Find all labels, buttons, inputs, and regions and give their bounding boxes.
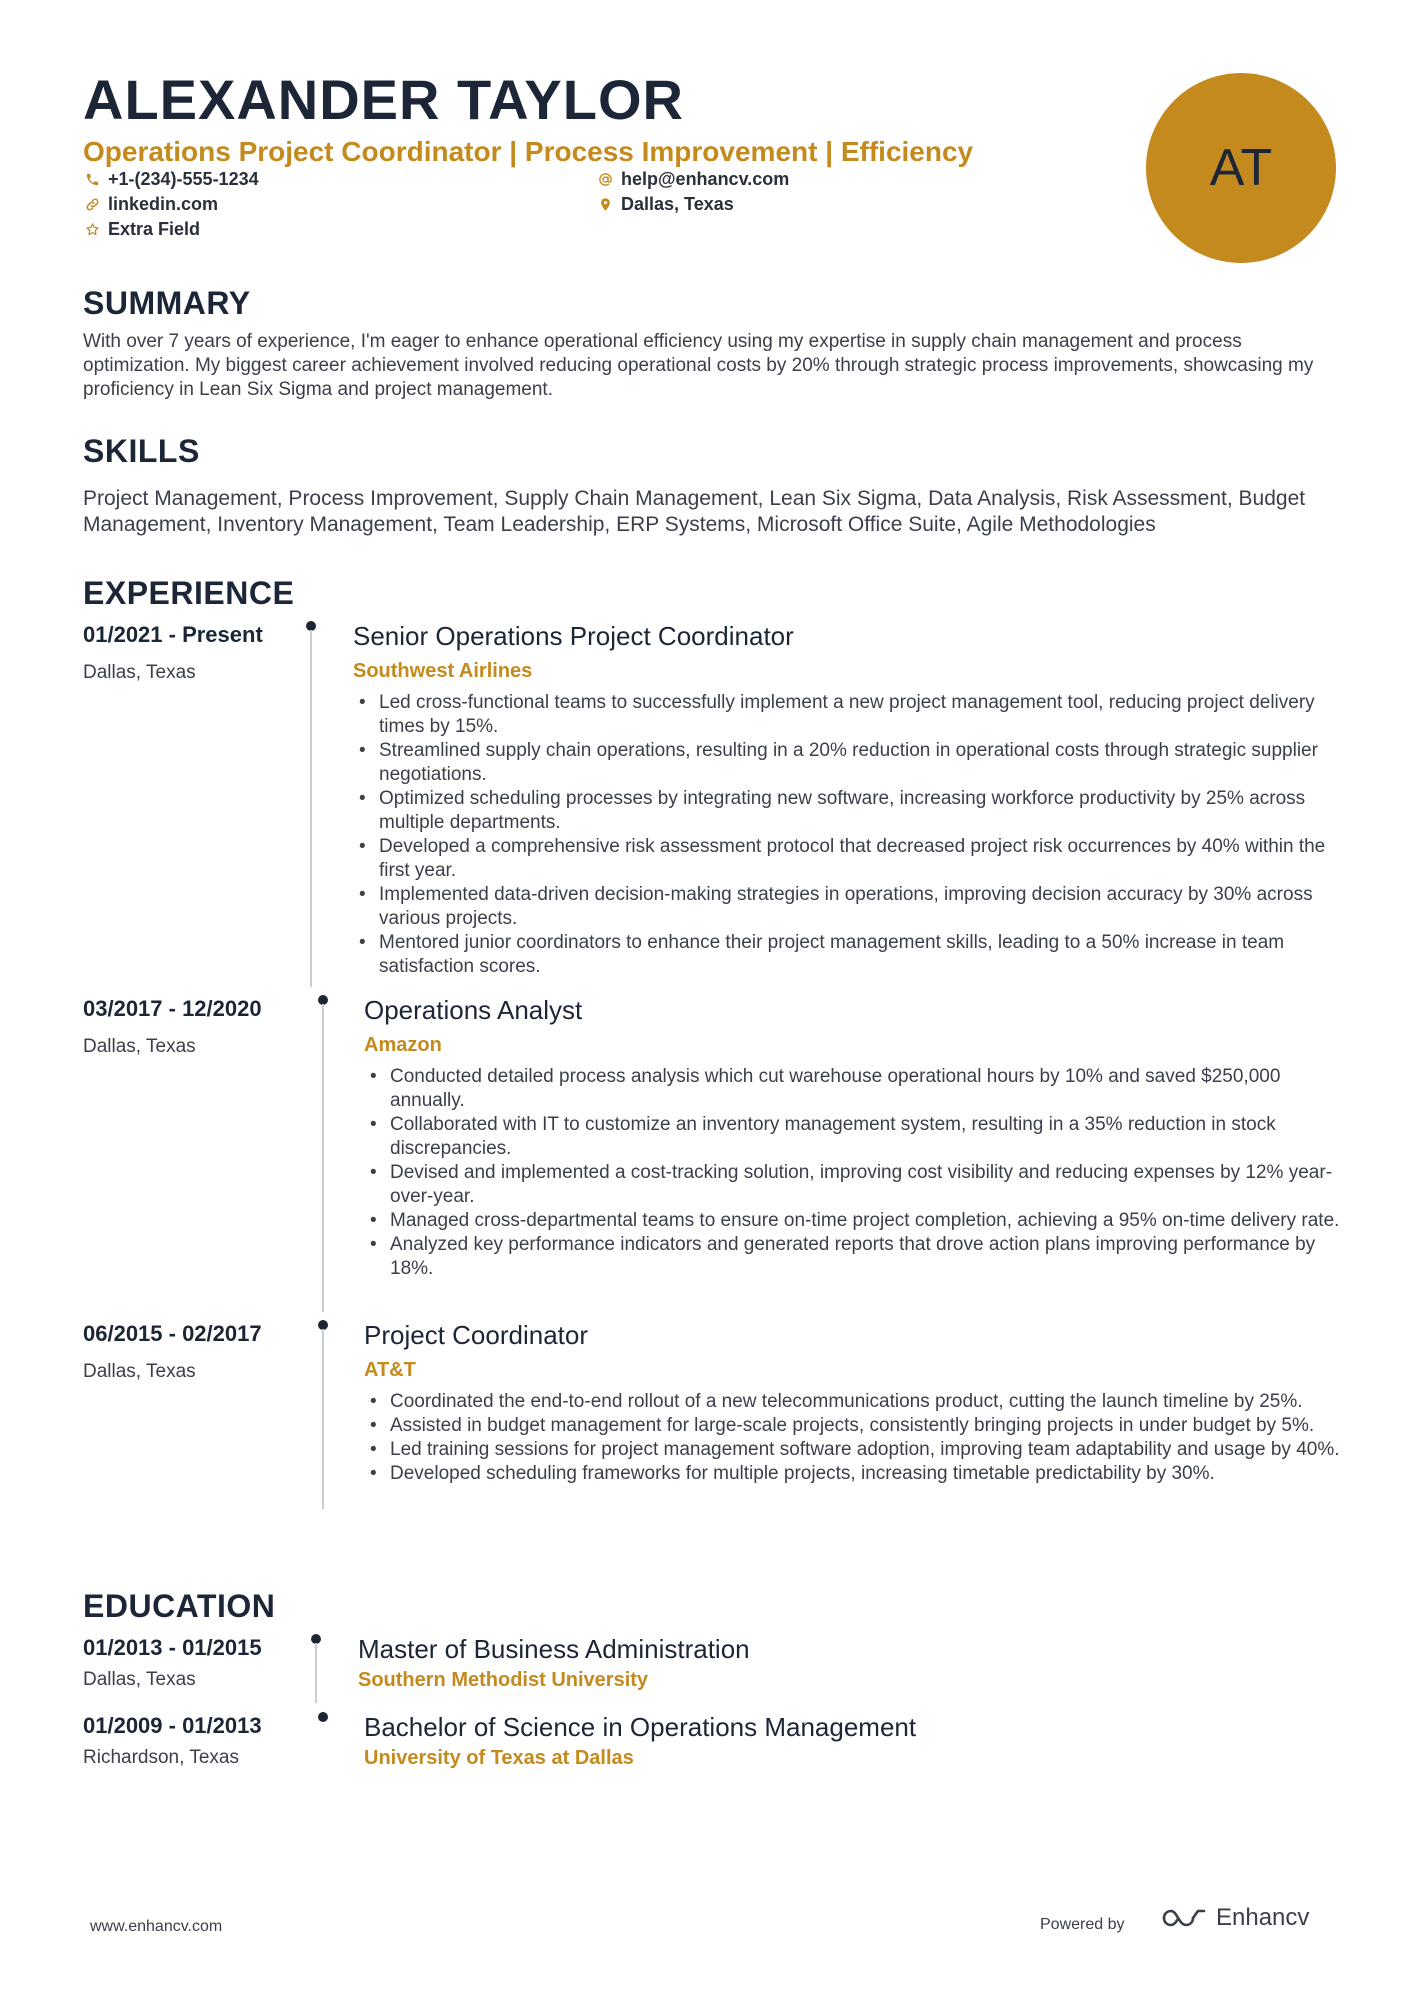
contact-location-text: Dallas, Texas [621, 194, 734, 214]
at-icon [596, 171, 614, 189]
contact-extra-text: Extra Field [108, 219, 201, 239]
contact-extra [83, 219, 200, 240]
education-location: Dallas, Texas [83, 1669, 196, 1690]
link-icon [83, 196, 101, 214]
phone-icon [83, 171, 101, 189]
summary-title: SUMMARY [83, 285, 251, 321]
timeline-line [322, 1329, 324, 1509]
list-item: • Assisted in budget management for large-scale projects, consistently bringing projects in under budget by 5%. [364, 1414, 1354, 1438]
education-dates: 01/2009 - 01/2013 [83, 1713, 262, 1738]
list-item: • Analyzed key performance indicators and generated reports that drove action plans improving performance by 18%. [364, 1233, 1354, 1281]
brand-name: Enhancv [1216, 1904, 1310, 1931]
list-item: • Developed scheduling frameworks for multiple projects, increasing timetable predictability by 30%. [364, 1462, 1354, 1486]
star-icon [83, 221, 101, 239]
education-location: Richardson, Texas [83, 1747, 239, 1768]
contact-location [596, 194, 734, 215]
education-dates: 01/2013 - 01/2015 [83, 1635, 262, 1660]
enhancv-logo-icon [1160, 1905, 1208, 1931]
contact-email-text: help@enhancv.com [621, 169, 790, 189]
list-item: • Led training sessions for project management software adoption, improving team adaptability and usage by 40%. [364, 1438, 1354, 1462]
candidate-name: ALEXANDER TAYLOR [83, 68, 684, 131]
contact-linkedin[interactable] [83, 194, 218, 215]
list-item: • Mentored junior coordinators to enhance their project management skills, leading to a 50% increase in team satisfaction scores. [353, 931, 1343, 979]
job-company: Amazon [364, 1034, 442, 1056]
timeline-dot [318, 1712, 328, 1722]
contact-email[interactable] [596, 169, 789, 190]
contact-phone[interactable] [83, 169, 259, 190]
timeline-line [315, 1643, 317, 1703]
job-location: Dallas, Texas [83, 1361, 196, 1382]
skills-text: Project Management, Process Improvement, Supply Chain Management, Lean Six Sigma, Data Analysis, Risk Assessment, Budget Management, Inventory Management, Team Leadership, ERP Systems, Microsoft Office Suite, Agile Methodologies [83, 487, 1306, 536]
list-item: • Optimized scheduling processes by integrating new software, increasing workforce productivity by 25% across multiple departments. [353, 787, 1343, 835]
job-role: Operations Analyst [364, 995, 583, 1025]
list-item: • Led cross-functional teams to successfully implement a new project management tool, reducing project delivery times by 15%. [353, 691, 1343, 739]
job-company: Southwest Airlines [353, 660, 533, 682]
education-degree: Master of Business Administration [358, 1634, 750, 1664]
list-item: • Developed a comprehensive risk assessment protocol that decreased project risk occurrences by 40% within the first year. [353, 835, 1343, 883]
avatar: AT [1146, 73, 1336, 263]
contact-phone-text: +1-(234)-555-1234 [108, 169, 259, 189]
experience-title: EXPERIENCE [83, 575, 295, 611]
job-dates: 03/2017 - 12/2020 [83, 996, 262, 1021]
list-item: • Collaborated with IT to customize an inventory management system, resulting in a 35% reduction in stock discrepancies. [364, 1113, 1354, 1161]
list-item: • Implemented data-driven decision-making strategies in operations, improving decision accuracy by 30% across various projects. [353, 883, 1343, 931]
footer-website[interactable]: www.enhancv.com [90, 1918, 223, 1935]
job-bullets [364, 1065, 1354, 1281]
powered-by-label: Powered by [1040, 1916, 1125, 1933]
job-location: Dallas, Texas [83, 1036, 196, 1057]
job-dates: 01/2021 - Present [83, 622, 263, 647]
list-item: • Streamlined supply chain operations, resulting in a 20% reduction in operational costs through strategic supplier negotiations. [353, 739, 1343, 787]
job-dates: 06/2015 - 02/2017 [83, 1321, 262, 1346]
job-role: Project Coordinator [364, 1320, 588, 1350]
education-school: Southern Methodist University [358, 1669, 649, 1691]
education-title: EDUCATION [83, 1588, 276, 1624]
brand[interactable] [1160, 1904, 1309, 1932]
job-bullets [353, 691, 1343, 979]
education-school: University of Texas at Dallas [364, 1747, 634, 1769]
job-bullets [364, 1390, 1354, 1486]
contact-linkedin-text: linkedin.com [108, 194, 219, 214]
summary-text: With over 7 years of experience, I'm eager to enhance operational efficiency using my expertise in supply chain management and process optimization. My biggest career achievement involved reducing operational costs by 20% through strategic process improvements, showcasing my proficiency in Lean Six Sigma and project management. [83, 331, 1314, 400]
location-pin-icon [596, 196, 614, 214]
education-degree: Bachelor of Science in Operations Management [364, 1712, 917, 1742]
timeline-line [322, 1004, 324, 1312]
job-company: AT&T [364, 1359, 416, 1381]
list-item: • Coordinated the end-to-end rollout of a new telecommunications product, cutting the launch timeline by 25%. [364, 1390, 1354, 1414]
list-item: • Managed cross-departmental teams to ensure on-time project completion, achieving a 95% on-time delivery rate. [364, 1209, 1354, 1233]
timeline-line [310, 630, 312, 987]
job-location: Dallas, Texas [83, 662, 196, 683]
skills-title: SKILLS [83, 433, 200, 469]
list-item: • Conducted detailed process analysis which cut warehouse operational hours by 10% and saved $250,000 annually. [364, 1065, 1354, 1113]
candidate-headline: Operations Project Coordinator | Process Improvement | Efficiency [83, 136, 974, 167]
job-role: Senior Operations Project Coordinator [353, 621, 794, 651]
list-item: • Devised and implemented a cost-tracking solution, improving cost visibility and reducing expenses by 12% year-over-year. [364, 1161, 1354, 1209]
